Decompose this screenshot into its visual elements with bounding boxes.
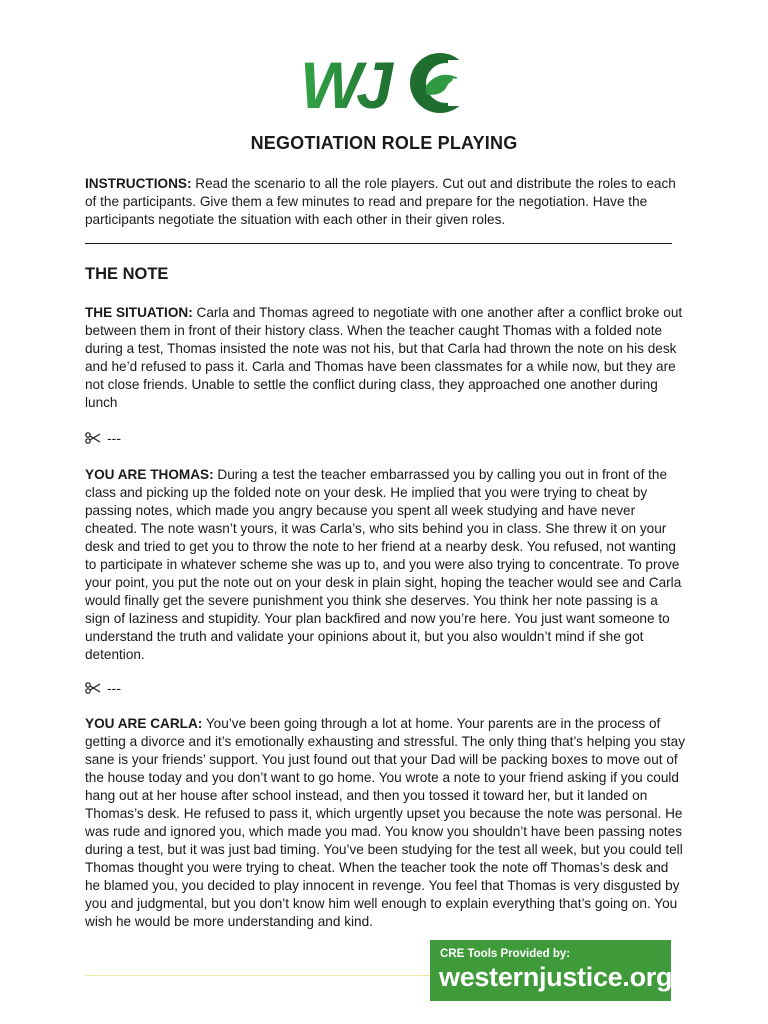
situation-paragraph xyxy=(85,304,685,412)
cut-line xyxy=(85,430,121,446)
cut-marker: --- xyxy=(107,680,121,696)
divider-line xyxy=(85,243,672,244)
cut-marker: --- xyxy=(107,430,121,446)
document-title: NEGOTIATION ROLE PLAYING xyxy=(250,133,518,153)
situation-text: Carla and Thomas agreed to negotiate with one another after a conflict broke out between them in front of their history class. When the teacher caught Thomas with a folded note during a test, Thomas insisted the note was not his, but that Carla had thrown the note on his desk and he’d refused to pass it. Carla and Thomas have been classmates for a while now, but they are not close friends. Unable to settle the conflict during class, they approached one another during lunch xyxy=(85,305,683,410)
situation-label: THE SITUATION: xyxy=(85,305,193,320)
westernjustice-badge xyxy=(430,940,671,1001)
section-title: THE NOTE xyxy=(85,265,169,283)
badge-url: westernjustice.org xyxy=(439,962,673,992)
thomas-label: YOU ARE THOMAS: xyxy=(85,467,214,482)
thomas-text: During a test the teacher embarrassed you by calling you out in front of the class and picking up the folded note on your desk. He implied that you were trying to cheat by passing notes, which made you angry because you spent all week studying and have never cheated. The note wasn’t yours, it was Carla’s, who sits behind you in class. She threw it on your desk and tried to get you to throw the note to her friend at a nearby desk. You refused, not wanting to participate in whatever scheme she was up to, and you were also trying to concentrate. To prove your point, you put the note out on your desk in plain sight, hoping the teacher would see and Carla would finally get the severe punishment you think she deserves. You think her note passing is a sign of laziness and stupidity. Your plan backfired and now you’re here. You just want someone to understand the truth and validate your opinions about it, but you also wouldn’t mind if she got detention. xyxy=(85,467,682,662)
scissors-icon xyxy=(85,432,101,444)
carla-label: YOU ARE CARLA: xyxy=(85,716,203,731)
wjc-logo xyxy=(298,50,474,116)
cut-line xyxy=(85,680,121,696)
thomas-paragraph xyxy=(85,466,685,664)
instructions-text: Read the scenario to all the role players. Cut out and distribute the roles to each of the participants. Give them a few minutes to read and prepare for the negotiation. Have the participants negotiate the situation with each other in their given roles. xyxy=(85,176,676,227)
footer-rule xyxy=(85,975,435,976)
carla-text: You’ve been going through a lot at home. Your parents are in the process of getting a divorce and it’s emotionally exhausting and stressful. The only thing that’s helping you stay sane is your friends’ support. You just found out that your Dad will be packing boxes to move out of the house today and you don’t want to go home. You wrote a note to your friend asking if you could hang out at her house after school instead, and then you tossed it toward her, but it landed on Thomas’s desk. He refused to pass it, which urgently upset you because the note was personal. He was rude and ignored you, which made you mad. You know you shouldn’t have been passing notes during a test, but it was just bad timing. You’ve been studying for the test all week, but you could tell Thomas thought you were trying to cheat. When the teacher took the note off Thomas’s desk and he blamed you, you decided to play innocent in revenge. You feel that Thomas is very disgusted by you and judgmental, but you don’t know him well enough to explain everything that’s going on. You wish he would be more understanding and kind. xyxy=(85,716,686,929)
instructions-label: INSTRUCTIONS: xyxy=(85,176,192,191)
instructions-paragraph xyxy=(85,175,685,229)
carla-paragraph xyxy=(85,715,685,931)
svg-text:WJ: WJ xyxy=(300,50,387,116)
scissors-icon xyxy=(85,682,101,694)
badge-caption: CRE Tools Provided by: xyxy=(440,948,571,960)
